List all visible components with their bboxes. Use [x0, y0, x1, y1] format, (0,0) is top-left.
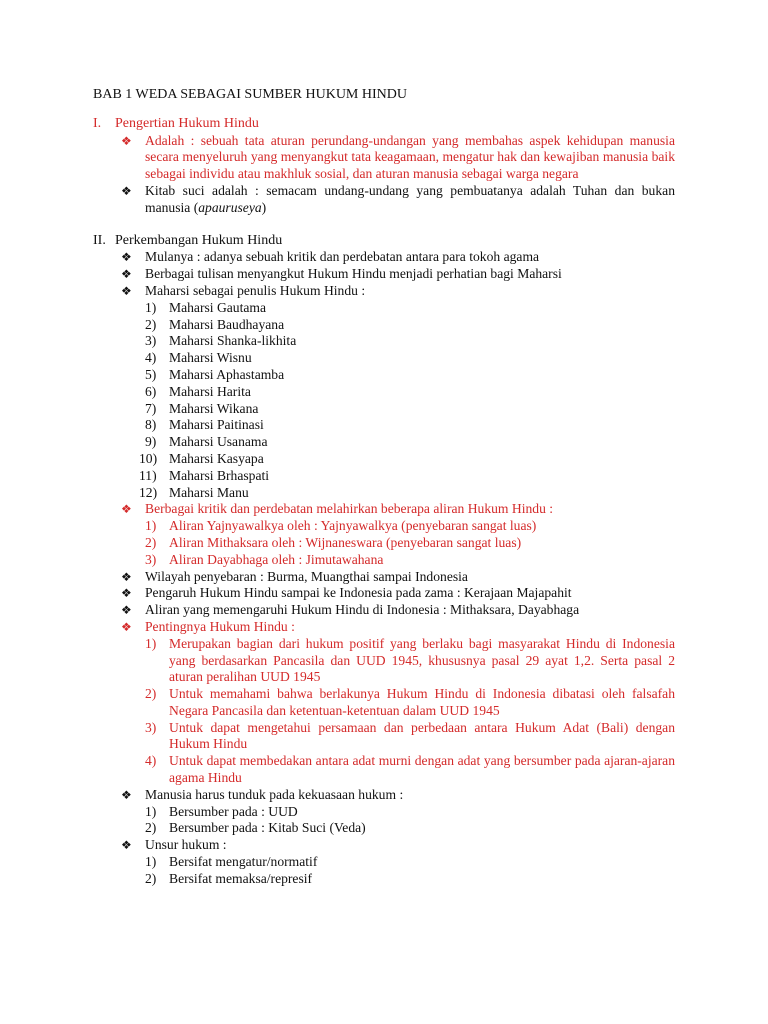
numbered-item — [93, 854, 675, 871]
item-text: Aliran Dayabhaga oleh : Jimutawahana — [169, 551, 384, 567]
diamond-bullet-icon: ❖ — [121, 267, 132, 282]
aliran-list — [93, 518, 675, 568]
diamond-bullet-icon: ❖ — [121, 250, 132, 265]
diamond-bullet-icon: ❖ — [121, 283, 132, 298]
item-text: Aliran Mithaksara oleh : Wijnaneswara (penyebaran sangat luas) — [169, 534, 522, 550]
item-text: Untuk dapat membedakan antara adat murni dengan adat yang bersumber pada ajaran-ajaran agama Hindu — [169, 753, 675, 786]
list-item — [93, 602, 675, 619]
item-number: 2) — [145, 534, 157, 550]
item-text: Maharsi Kasyapa — [169, 450, 264, 466]
list-item — [93, 837, 675, 854]
diamond-bullet-icon: ❖ — [121, 787, 132, 802]
diamond-bullet-icon: ❖ — [121, 183, 132, 198]
section-1 — [93, 116, 675, 217]
numbered-item — [93, 417, 675, 434]
list-item — [93, 266, 675, 283]
numbered-item — [93, 753, 675, 787]
numbered-item — [93, 434, 675, 451]
list-item — [93, 619, 675, 636]
definition-text: Adalah : sebuah tata aturan perundang-undangan yang membahas aspek kehidupan manusia secara menyeluruh yang menyangkut tata keagamaan, mengatur hak dan kewajiban manusia baik sebagai individu atau makhluk sosial, dan aturan manusia sebagai warga negara — [145, 132, 675, 182]
diamond-bullet-icon: ❖ — [121, 586, 132, 601]
item-number: 10) — [139, 450, 158, 466]
list-item — [93, 569, 675, 586]
item-number: 2) — [145, 820, 157, 836]
bullet-text: Pentingnya Hukum Hindu : — [145, 618, 295, 634]
maharsi-list — [93, 300, 675, 502]
diamond-bullet-icon: ❖ — [121, 569, 132, 584]
section-2-number: II. — [93, 232, 106, 248]
list-item — [93, 501, 675, 518]
item-text: Untuk dapat mengetahui persamaan dan perbedaan antara Hukum Adat (Bali) dengan Hukum Hindu — [169, 719, 675, 752]
numbered-item — [93, 686, 675, 720]
bullet-text: Mulanya : adanya sebuah kritik dan perdebatan antara para tokoh agama — [145, 249, 540, 265]
item-text: Maharsi Baudhayana — [169, 316, 285, 332]
item-number: 12) — [139, 484, 158, 500]
bullet-text: Berbagai tulisan menyangkut Hukum Hindu menjadi perhatian bagi Maharsi — [145, 266, 562, 282]
unsur-list — [93, 854, 675, 888]
item-text: Maharsi Harita — [169, 383, 251, 399]
item-number: 5) — [145, 366, 157, 382]
item-text: Maharsi Gautama — [169, 299, 267, 315]
numbered-item — [93, 350, 675, 367]
item-text: Maharsi Usanama — [169, 434, 268, 450]
diamond-bullet-icon: ❖ — [121, 502, 132, 517]
numbered-item — [93, 333, 675, 350]
item-number: 2) — [145, 686, 157, 702]
section-1-heading — [93, 116, 675, 133]
bullet-text: Maharsi sebagai penulis Hukum Hindu : — [145, 282, 366, 298]
item-text: Merupakan bagian dari hukum positif yang berlaku bagi masyarakat Hindu di Indonesia yang berdasarkan Pancasila dan UUD 1945, khususnya pasal 29 ayat 1,2. Serta pasal 2 aturan peralihan UUD 1945 — [169, 635, 675, 685]
item-text: Maharsi Aphastamba — [169, 366, 285, 382]
bullet-text: Pengaruh Hukum Hindu sampai ke Indonesia pada zama : Kerajaan Majapahit — [145, 585, 572, 601]
section-1-number: I. — [93, 115, 102, 131]
diamond-bullet-icon: ❖ — [121, 133, 132, 148]
item-number: 3) — [145, 333, 157, 349]
bullet-text: Aliran yang memengaruhi Hukum Hindu di Indonesia : Mithaksara, Dayabhaga — [145, 602, 580, 618]
numbered-item — [93, 468, 675, 485]
numbered-item — [93, 485, 675, 502]
penting-list — [93, 636, 675, 787]
item-number: 1) — [145, 854, 157, 870]
item-text: Bersumber pada : UUD — [169, 803, 298, 819]
item-text: Bersifat memaksa/represif — [169, 870, 313, 886]
numbered-item — [93, 804, 675, 821]
item-text: Bersumber pada : Kitab Suci (Veda) — [169, 820, 366, 836]
item-number: 2) — [145, 316, 157, 332]
numbered-item — [93, 384, 675, 401]
item-number: 1) — [145, 803, 157, 819]
bullet-text: Unsur hukum : — [145, 837, 227, 853]
list-item — [93, 787, 675, 804]
kitab-suci-text: Kitab suci adalah : semacam undang-undang yang pembuatanya adalah Tuhan dan bukan manusia (apauruseya) — [145, 182, 675, 215]
list-item — [93, 249, 675, 266]
bullet-text: Berbagai kritik dan perdebatan melahirkan beberapa aliran Hukum Hindu : — [145, 501, 554, 517]
item-number: 1) — [145, 299, 157, 315]
numbered-item — [93, 636, 675, 686]
numbered-item — [93, 317, 675, 334]
item-number: 9) — [145, 434, 157, 450]
item-text: Maharsi Wikana — [169, 400, 259, 416]
numbered-item — [93, 820, 675, 837]
item-number: 3) — [145, 551, 157, 567]
item-number: 1) — [145, 518, 157, 534]
section-2-heading — [93, 233, 675, 250]
item-number: 2) — [145, 870, 157, 886]
item-text: Maharsi Shanka-likhita — [169, 333, 297, 349]
item-number: 4) — [145, 753, 157, 769]
item-text: Untuk memahami bahwa berlakunya Hukum Hindu di Indonesia dibatasi oleh falsafah Negara Pancasila dan ketentuan-ketentuan dalam UUD 1945 — [169, 686, 675, 718]
document-page — [93, 87, 675, 888]
diamond-bullet-icon: ❖ — [121, 619, 132, 634]
item-number: 6) — [145, 383, 157, 399]
numbered-item — [93, 720, 675, 754]
item-number: 7) — [145, 400, 157, 416]
list-item — [93, 183, 675, 217]
chapter-title: BAB 1 WEDA SEBAGAI SUMBER HUKUM HINDU — [93, 87, 407, 102]
item-number: 4) — [145, 350, 157, 366]
item-number: 11) — [139, 467, 157, 483]
diamond-bullet-icon: ❖ — [121, 838, 132, 853]
numbered-item — [93, 552, 675, 569]
numbered-item — [93, 518, 675, 535]
item-text: Maharsi Wisnu — [169, 350, 252, 366]
section-2 — [93, 233, 675, 888]
item-text: Aliran Yajnyawalkya oleh : Yajnyawalkya (penyebaran sangat luas) — [169, 518, 537, 534]
numbered-item — [93, 871, 675, 888]
item-text: Maharsi Paitinasi — [169, 417, 264, 433]
manusia-list — [93, 804, 675, 838]
item-text: Bersifat mengatur/normatif — [169, 854, 318, 870]
list-item — [93, 133, 675, 183]
item-number: 1) — [145, 635, 157, 651]
section-2-title: Perkembangan Hukum Hindu — [115, 232, 283, 248]
item-number: 3) — [145, 719, 157, 735]
bullet-text: Wilayah penyebaran : Burma, Muangthai sampai Indonesia — [145, 568, 468, 584]
list-item — [93, 283, 675, 300]
numbered-item — [93, 300, 675, 317]
item-text: Maharsi Brhaspati — [169, 467, 270, 483]
item-number: 8) — [145, 417, 157, 433]
section-1-title: Pengertian Hukum Hindu — [115, 115, 259, 131]
numbered-item — [93, 535, 675, 552]
diamond-bullet-icon: ❖ — [121, 603, 132, 618]
list-item — [93, 585, 675, 602]
numbered-item — [93, 451, 675, 468]
numbered-item — [93, 367, 675, 384]
item-text: Maharsi Manu — [169, 484, 249, 500]
numbered-item — [93, 401, 675, 418]
bullet-text: Manusia harus tunduk pada kekuasaan hukum : — [145, 786, 404, 802]
